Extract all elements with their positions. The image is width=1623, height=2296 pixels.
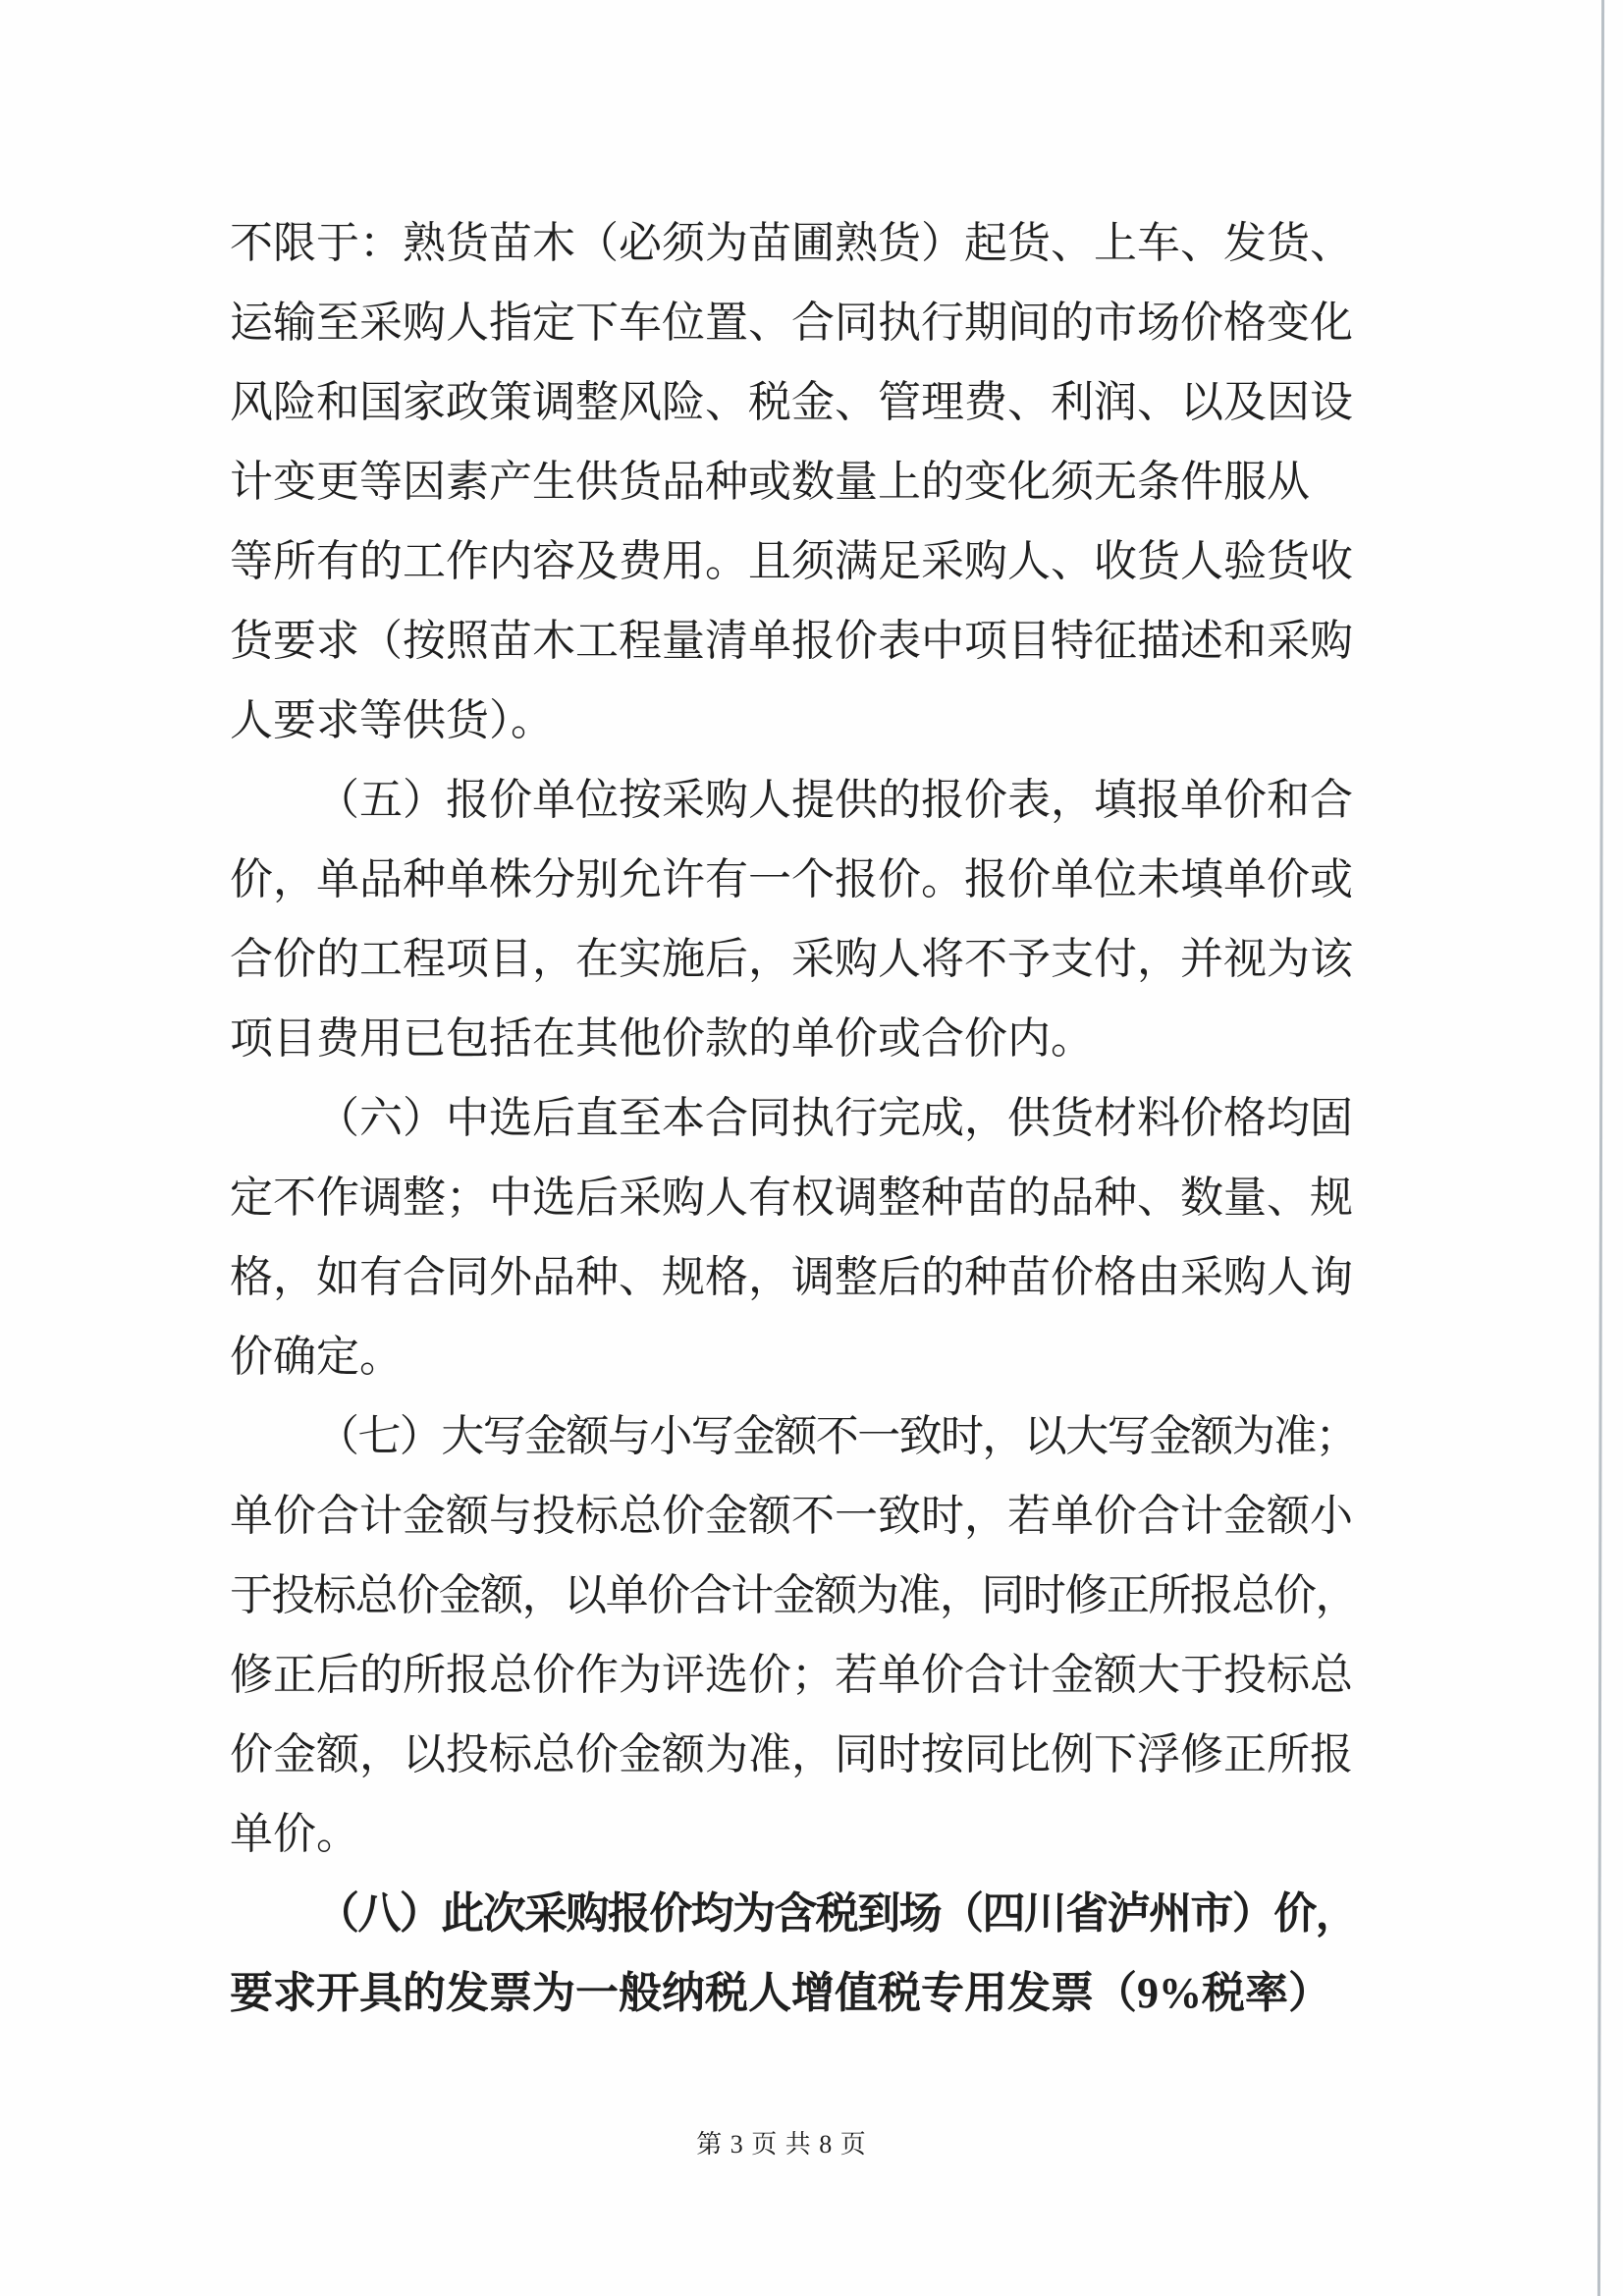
text-line: 价金额，以投标总价金额为准，同时按同比例下浮修正所报 <box>230 1730 1353 1778</box>
text-line: 合价的工程项目，在实施后，采购人将不予支付，并视为该 <box>230 935 1353 983</box>
text-line: （六）中选后直至本合同执行完成，供货材料价格均固 <box>316 1094 1353 1142</box>
text-line: 项目费用已包括在其他价款的单价或合价内。 <box>230 1014 1094 1063</box>
text-line: （八）此次采购报价均为含税到场（四川省泸州市）价， <box>316 1889 1357 1938</box>
text-line: 运输至采购人指定下车位置、合同执行期间的市场价格变化 <box>230 299 1353 347</box>
text-line: （七）大写金额与小写金额不一致时，以大写金额为准； <box>316 1412 1357 1460</box>
text-line: 单价合计金额与投标总价金额不一致时，若单价合计金额小 <box>230 1492 1353 1540</box>
text-line: 格，如有合同外品种、规格，调整后的种苗价格由采购人询 <box>230 1253 1353 1301</box>
text-line: 于投标总价金额，以单价合计金额为准，同时修正所报总价， <box>230 1571 1357 1619</box>
text-line: 价确定。 <box>230 1333 403 1381</box>
text-line: 修正后的所报总价作为评选价；若单价合计金额大于投标总 <box>230 1651 1353 1699</box>
paragraph <box>230 1874 1359 2033</box>
text-line: 单价。 <box>230 1810 359 1858</box>
text-line: 等所有的工作内容及费用。且须满足采购人、收货人验货收 <box>230 537 1353 585</box>
page-footer <box>0 2125 1563 2164</box>
text-line: （五）报价单位按采购人提供的报价表，填报单价和合 <box>316 776 1353 824</box>
paragraph <box>230 1396 1359 1874</box>
text-line: 价，单品种单株分别允许有一个报价。报价单位未填单价或 <box>230 855 1353 903</box>
scan-artifact-line <box>1597 0 1604 2296</box>
text-line: 人要求等供货）。 <box>230 696 554 744</box>
document-body <box>230 203 1359 2033</box>
page-number-label: 第 3 页 共 8 页 <box>696 2130 867 2159</box>
text-line: 定不作调整；中选后采购人有权调整种苗的品种、数量、规 <box>230 1174 1353 1222</box>
text-line: 要求开具的发票为一般纳税人增值税专用发票（9%税率） <box>230 1969 1331 2017</box>
paragraph <box>230 203 1359 760</box>
text-line: 风险和国家政策调整风险、税金、管理费、利润、以及因设 <box>230 378 1353 426</box>
paragraph <box>230 760 1359 1078</box>
text-line: 货要求（按照苗木工程量清单报价表中项目特征描述和采购 <box>230 617 1353 665</box>
paragraph <box>230 1078 1359 1396</box>
text-line: 不限于：熟货苗木（必须为苗圃熟货）起货、上车、发货、 <box>230 219 1353 267</box>
text-line: 计变更等因素产生供货品种或数量上的变化须无条件服从 <box>230 458 1310 506</box>
